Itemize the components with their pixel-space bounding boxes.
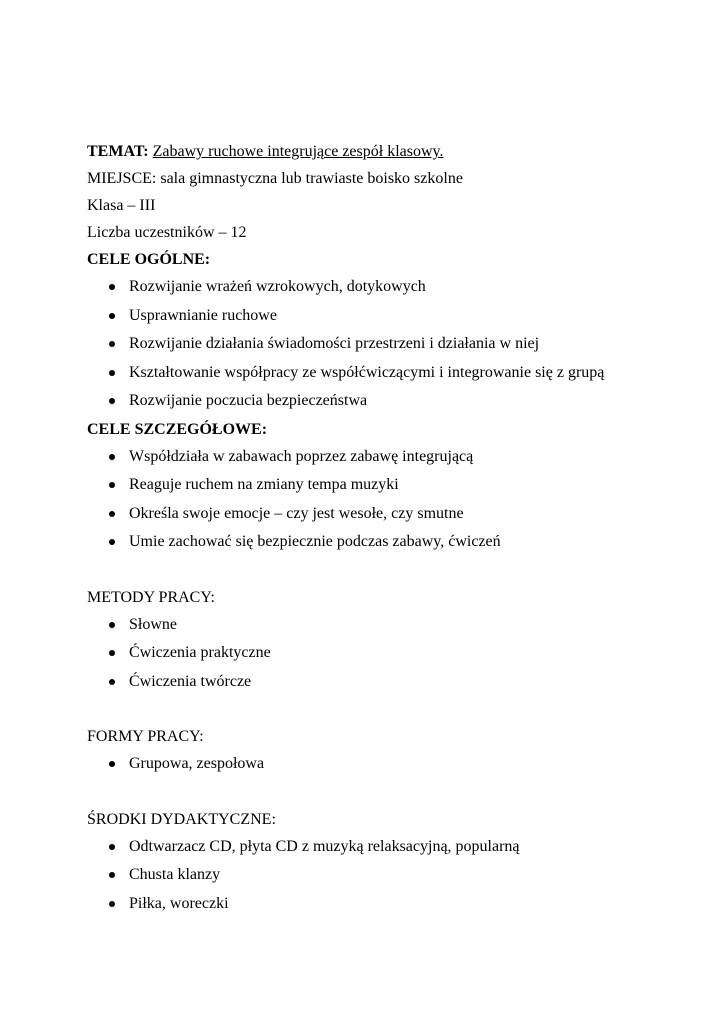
topic-line — [87, 138, 687, 165]
specific-goals-list — [87, 443, 687, 557]
topic-value: Zabawy ruchowe integrujące zespół klasowy. — [152, 143, 444, 160]
list-item-text: Chusta klanzy — [129, 866, 221, 883]
list-item — [87, 639, 687, 668]
forms-list — [87, 750, 687, 779]
forms-heading: FORMY PRACY: — [87, 728, 204, 745]
methods-heading: METODY PRACY: — [87, 588, 215, 606]
bullet-icon — [109, 284, 115, 290]
list-item-text: Umie zachować się bezpiecznie podczas zabawy, ćwiczeń — [129, 533, 501, 550]
list-item — [87, 359, 687, 388]
bullet-icon — [109, 650, 115, 656]
list-item-text: Określa swoje emocje – czy jest wesołe, czy smutne — [129, 504, 464, 522]
list-item — [87, 302, 687, 331]
list-item — [87, 500, 687, 529]
list-item-text: Ćwiczenia twórcze — [129, 672, 252, 690]
bullet-icon — [109, 761, 115, 767]
teaching-aids-heading: ŚRODKI DYDAKTYCZNE: — [87, 810, 276, 828]
list-item — [87, 750, 687, 779]
general-goals-heading: CELE OGÓLNE: — [87, 251, 211, 268]
spacer — [87, 557, 687, 584]
list-item — [87, 443, 687, 472]
list-item-text: Odtwarzacz CD, płyta CD z muzyką relaksacyjną, popularną — [129, 837, 520, 855]
list-item — [87, 471, 687, 500]
bullet-icon — [109, 370, 115, 376]
list-item — [87, 861, 687, 890]
bullet-icon — [109, 341, 115, 347]
list-item-text: Usprawnianie ruchowe — [129, 306, 277, 324]
participants-line: Liczba uczestników – 12 — [87, 224, 247, 241]
list-item — [87, 890, 687, 919]
bullet-icon — [109, 901, 115, 907]
place-line: MIEJSCE: sala gimnastyczna lub trawiaste boisko szkolne — [87, 170, 463, 187]
class-line: Klasa – III — [87, 197, 156, 214]
spacer — [87, 696, 687, 723]
topic-label: TEMAT: — [87, 143, 149, 160]
bullet-icon — [109, 398, 115, 404]
list-item-text: Rozwijanie poczucia bezpieczeństwa — [129, 392, 368, 409]
lesson-plan-document — [87, 138, 687, 918]
list-item — [87, 528, 687, 557]
list-item — [87, 387, 687, 416]
bullet-icon — [109, 313, 115, 319]
list-item — [87, 273, 687, 302]
specific-goals-heading: CELE SZCZEGÓŁOWE: — [87, 420, 268, 438]
bullet-icon — [109, 454, 115, 460]
bullet-icon — [109, 539, 115, 545]
spacer — [87, 779, 687, 806]
list-item-text: Grupowa, zespołowa — [129, 755, 265, 772]
list-item-text: Rozwijanie działania świadomości przestrzeni i działania w niej — [129, 335, 540, 352]
list-item-text: Reaguje ruchem na zmiany tempa muzyki — [129, 476, 399, 493]
list-item — [87, 611, 687, 640]
bullet-icon — [109, 844, 115, 850]
bullet-icon — [109, 679, 115, 685]
list-item-text: Słowne — [129, 615, 177, 633]
list-item-text: Rozwijanie wrażeń wzrokowych, dotykowych — [129, 278, 426, 295]
list-item — [87, 833, 687, 862]
bullet-icon — [109, 622, 115, 628]
bullet-icon — [109, 482, 115, 488]
list-item-text: Współdziała w zabawach poprzez zabawę integrującą — [129, 447, 474, 465]
methods-list — [87, 611, 687, 697]
teaching-aids-list — [87, 833, 687, 919]
list-item — [87, 330, 687, 359]
list-item-text: Kształtowanie współpracy ze współćwiczącymi i integrowanie się z grupą — [129, 363, 605, 381]
general-goals-list — [87, 273, 687, 416]
bullet-icon — [109, 511, 115, 517]
list-item-text: Piłka, woreczki — [129, 894, 229, 912]
list-item — [87, 668, 687, 697]
bullet-icon — [109, 872, 115, 878]
list-item-text: Ćwiczenia praktyczne — [129, 644, 271, 661]
